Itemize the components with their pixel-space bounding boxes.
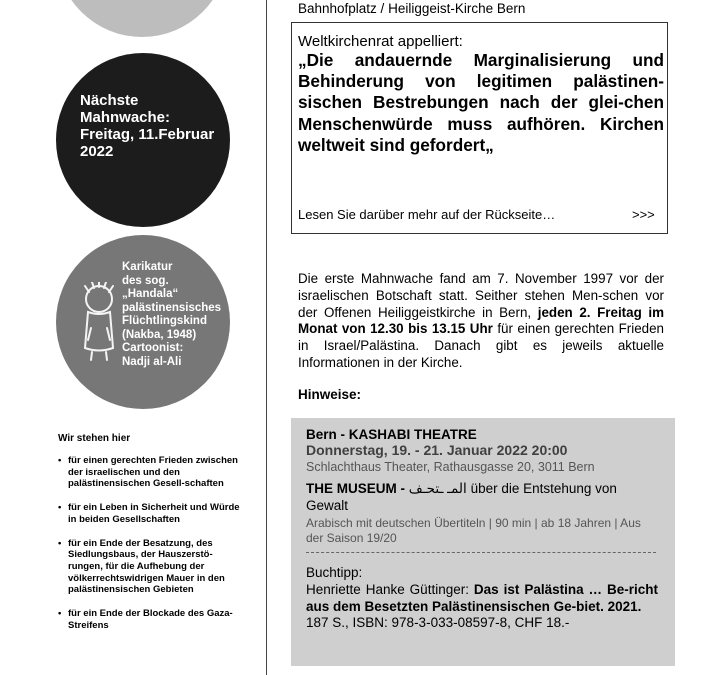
show-title: THE MUSEUM -: [306, 481, 409, 496]
list-item: • für ein Ende der Besatzung, des Siedlungsbaus, der Hauszerstö-rungen, für die Aufhebung der völkerrechtswidrigen Mauer in den palästinensischen Gebieten: [58, 538, 243, 597]
read-more-arrow: >>>: [632, 207, 655, 222]
appeal-intro: Weltkirchenrat appelliert:: [298, 33, 463, 50]
vigil-schedule: jeden 2. Freitag im Monat von 12.30 bis 13.15 Uhr: [298, 304, 665, 337]
next-vigil-text: Nächste Mahnwache: Freitag, 11.Februar 2022: [80, 92, 215, 160]
handala-figure-icon: [80, 282, 118, 362]
event-venue: Schlachthaus Theater, Rathausgasse 20, 3011 Bern: [306, 460, 595, 474]
cartoon-caption: Karikatur des sog. „Handala“ palästinensisches Flüchtlingskind (Nakba, 1948) Cartoonist: Nadji al-Ali: [122, 261, 222, 368]
history-text: Die erste Mahnwache fand am 7. November 1997 vor der israelischen Botschaft statt. Seither stehen Men-schen vor der Offenen Heiliggeistkirche in Bern,: [298, 271, 664, 320]
event-date: Donnerstag, 19. - 21. Januar 2022 20:00: [306, 442, 568, 458]
column-divider: [266, 0, 267, 675]
history-paragraph: [298, 271, 664, 372]
book-entry: [306, 582, 658, 632]
book-meta: 187 S., ISBN: 978-3-033-08597-8, CHF 18.-: [306, 615, 570, 630]
history-text-end: für einen gerechten Frieden in Israel/Palästina. Danach gibt es jeweils aktuelle Informationen in der Kirche.: [298, 321, 664, 370]
decorative-circle-top: [56, 0, 228, 37]
location-heading: Bahnhofplatz / Heiliggeist-Kirche Bern: [298, 1, 526, 16]
event-title: Bern - KASHABI THEATRE: [306, 427, 477, 442]
event-details: Arabisch mit deutschen Übertiteln | 90 min | ab 18 Jahren | Aus der Saison 19/20: [306, 516, 641, 545]
show-description: über die Entstehung von Gewalt: [306, 481, 617, 513]
stand-heading: Wir stehen hier: [58, 433, 131, 444]
list-item: • für ein Ende der Blockade des Gaza-Streifens: [58, 608, 243, 631]
book-label: Buchtipp:: [306, 565, 363, 580]
event-divider: [306, 552, 656, 553]
list-item: • für einen gerechten Frieden zwischen der israelischen und den palästinensischen Gesell-schaften: [58, 455, 243, 490]
stand-list: [58, 455, 243, 643]
read-more-text: Lesen Sie darüber mehr auf der Rückseite…: [298, 207, 556, 222]
book-author: Henriette Hanke Güttinger:: [306, 582, 474, 597]
notes-heading: Hinweise:: [298, 387, 362, 402]
book-title: Das ist Palästina … Be-richt aus dem Besetzten Palästinensischen Ge-biet. 2021.: [306, 582, 658, 614]
show-arabic-title: المـ ـتحـف: [408, 481, 467, 496]
appeal-quote: „Die andauernde Marginalisierung und Behinderung von legitimen palästinen-sischen Bestrebungen nach der glei-chen Menschenwürde muss aufhören. Kirchen weltweit sind gefordert„: [298, 50, 664, 155]
list-item: • für ein Leben in Sicherheit und Würde in beiden Gesellschaften: [58, 502, 243, 525]
event-show: [306, 480, 658, 514]
